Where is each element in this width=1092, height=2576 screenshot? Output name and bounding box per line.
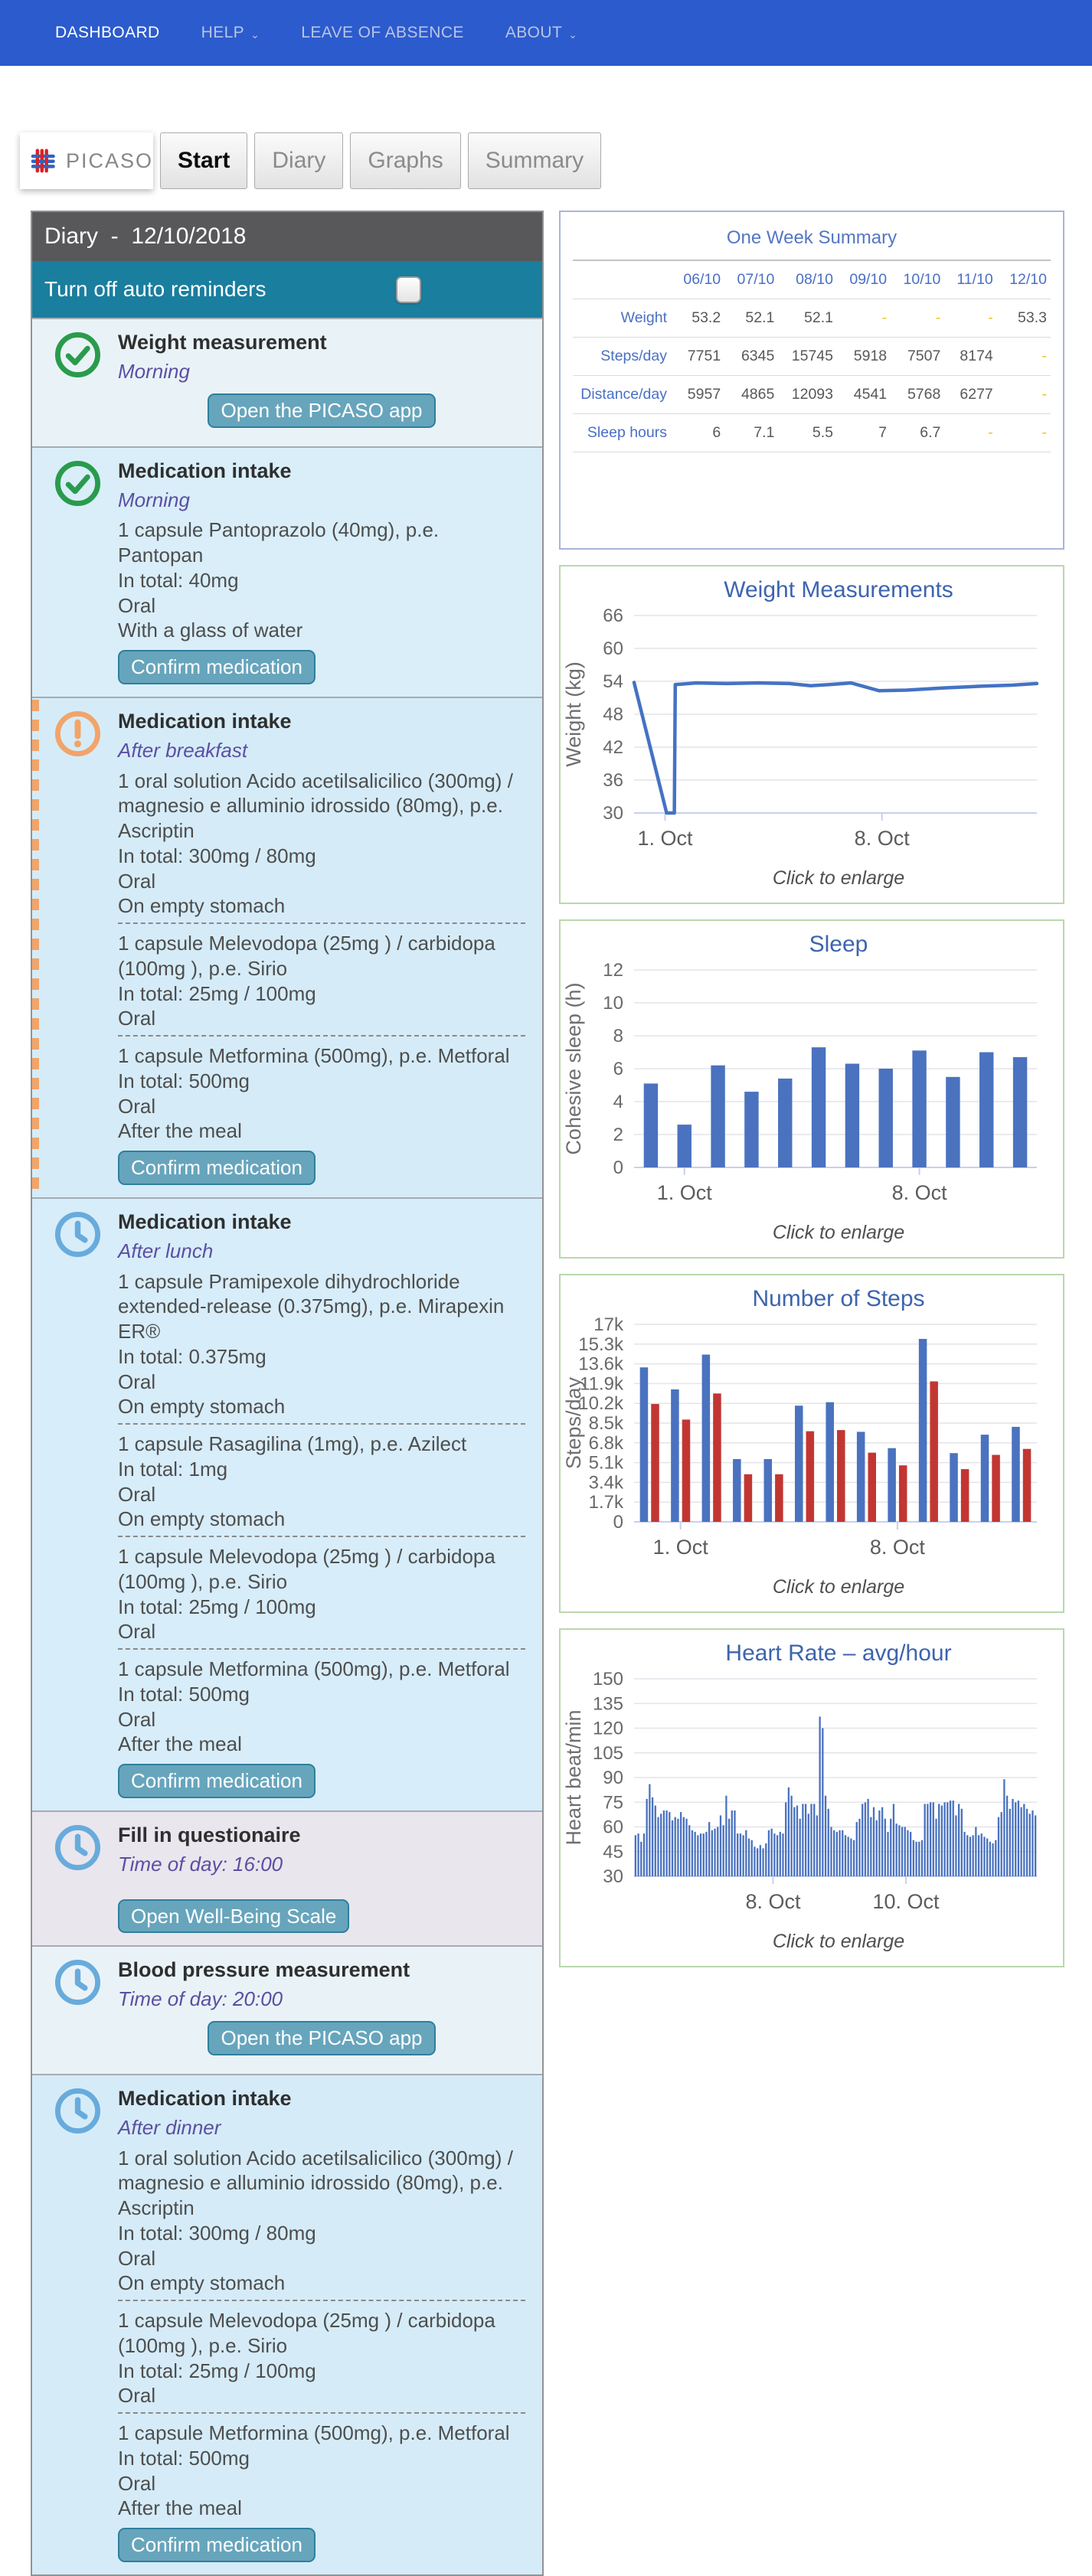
weight-chart-title: Weight Measurements bbox=[724, 577, 953, 602]
entry-status-icon bbox=[32, 1947, 118, 2074]
medication-line: After the meal bbox=[118, 1732, 242, 1756]
svg-text:54: 54 bbox=[603, 671, 623, 692]
medication-line: Oral bbox=[118, 1482, 156, 1506]
nav-item-label: ABOUT bbox=[505, 24, 563, 41]
summary-row-steps-day bbox=[573, 338, 1051, 376]
weight-chart-card[interactable] bbox=[559, 565, 1064, 904]
medication-separator bbox=[118, 922, 525, 924]
svg-text:120: 120 bbox=[592, 1718, 623, 1739]
sleep-chart-title: Sleep bbox=[809, 932, 868, 957]
heart-chart-title: Heart Rate – avg/hour bbox=[725, 1641, 952, 1666]
nav-item-leave-of-absence[interactable] bbox=[301, 24, 464, 42]
summary-value: 5918 bbox=[837, 338, 891, 376]
svg-text:6: 6 bbox=[613, 1059, 623, 1079]
svg-text:0: 0 bbox=[613, 1512, 623, 1533]
svg-text:36: 36 bbox=[603, 770, 623, 791]
svg-text:30: 30 bbox=[603, 803, 623, 824]
medication-line: On empty stomach bbox=[118, 2271, 286, 2295]
medication-separator bbox=[118, 1536, 525, 1537]
medication-line: Oral bbox=[118, 1707, 156, 1731]
medication-line: Oral bbox=[118, 1007, 156, 1030]
svg-text:135: 135 bbox=[592, 1693, 623, 1715]
svg-text:1. Oct: 1. Oct bbox=[656, 1181, 712, 1204]
warning-icon bbox=[54, 710, 102, 758]
heart-chart-card[interactable] bbox=[559, 1628, 1064, 1967]
svg-text:5.1k: 5.1k bbox=[588, 1452, 623, 1474]
svg-text:8. Oct: 8. Oct bbox=[869, 1536, 925, 1559]
medication-line: 1 capsule Pramipexole dihydrochloride extended-release (0.375mg), p.e. Mirapexin ER® bbox=[118, 1269, 505, 1344]
steps-chart-title: Number of Steps bbox=[752, 1286, 925, 1311]
top-navbar bbox=[0, 0, 1092, 66]
summary-row-distance-day bbox=[573, 376, 1051, 414]
summary-value: 4541 bbox=[837, 376, 891, 414]
summary-blank-cell bbox=[573, 261, 671, 299]
svg-text:8. Oct: 8. Oct bbox=[891, 1181, 947, 1204]
main-content bbox=[31, 211, 1092, 2576]
entry-time: After dinner bbox=[118, 2115, 221, 2139]
weight-chart-svg-wrap bbox=[561, 603, 1063, 861]
summary-value: 6277 bbox=[944, 376, 996, 414]
medication-line: In total: 25mg / 100mg bbox=[118, 1595, 316, 1618]
summary-date-header: 10/10 bbox=[891, 261, 944, 299]
medication-line: 1 capsule Rasagilina (1mg), p.e. Azilect bbox=[118, 1432, 467, 1456]
medication-line: Oral bbox=[118, 2246, 156, 2270]
entry-body bbox=[118, 698, 542, 1197]
summary-missing-value: - bbox=[837, 299, 891, 338]
svg-text:10. Oct: 10. Oct bbox=[872, 1890, 940, 1913]
clock-icon bbox=[54, 1210, 102, 1259]
medication-line: In total: 500mg bbox=[118, 1069, 250, 1092]
svg-text:48: 48 bbox=[603, 704, 623, 725]
auto-reminders-checkbox[interactable] bbox=[396, 276, 421, 303]
svg-text:30: 30 bbox=[603, 1866, 623, 1887]
one-week-summary-title: One Week Summary bbox=[726, 227, 897, 248]
sleep-chart-plot bbox=[561, 958, 1051, 1212]
confirm-medication-button[interactable]: Confirm medication bbox=[118, 1151, 316, 1185]
medication-separator bbox=[118, 2412, 525, 2414]
weight-chart-plot bbox=[561, 603, 1051, 857]
diary-entry-medication-after-breakfast bbox=[32, 697, 542, 1197]
medication-line: Oral bbox=[118, 1370, 156, 1393]
medication-line: Oral bbox=[118, 2384, 156, 2408]
entry-title: Blood pressure measurement bbox=[118, 1958, 410, 1982]
summary-date-header: 06/10 bbox=[671, 261, 724, 299]
chevron-down-icon: ⌄ bbox=[568, 28, 578, 41]
svg-text:150: 150 bbox=[592, 1669, 623, 1690]
diary-entries bbox=[32, 318, 542, 2574]
svg-text:60: 60 bbox=[603, 638, 623, 659]
entry-body bbox=[118, 1199, 542, 1810]
svg-text:13.6k: 13.6k bbox=[578, 1353, 623, 1375]
check-icon bbox=[54, 459, 102, 508]
svg-text:75: 75 bbox=[603, 1792, 623, 1814]
medication-line: 1 capsule Pantoprazolo (40mg), p.e. Pantopan bbox=[118, 518, 440, 567]
tab-graphs[interactable]: Graphs bbox=[350, 132, 460, 189]
svg-text:Heart beat/min: Heart beat/min bbox=[562, 1709, 585, 1846]
tab-summary[interactable]: Summary bbox=[468, 132, 601, 189]
summary-value: 6345 bbox=[724, 338, 778, 376]
medication-line: Oral bbox=[118, 1620, 156, 1644]
confirm-medication-button[interactable]: Confirm medication bbox=[118, 2528, 316, 2562]
tab-bar bbox=[160, 132, 601, 189]
medication-line: With a glass of water bbox=[118, 619, 303, 642]
svg-text:10: 10 bbox=[603, 993, 623, 1014]
summary-value: 53.2 bbox=[671, 299, 724, 338]
summary-value: 6.7 bbox=[891, 414, 944, 452]
svg-text:11.9k: 11.9k bbox=[580, 1373, 623, 1395]
summary-date-header: 12/10 bbox=[997, 261, 1051, 299]
summary-value: 7 bbox=[837, 414, 891, 452]
entry-time: Time of day: 16:00 bbox=[118, 1852, 283, 1876]
medication-line: Oral bbox=[118, 2471, 156, 2495]
nav-item-label: DASHBOARD bbox=[55, 24, 160, 41]
entry-title: Weight measurement bbox=[118, 331, 327, 354]
summary-value: 8174 bbox=[944, 338, 996, 376]
medication-separator bbox=[118, 1035, 525, 1037]
entry-body bbox=[118, 448, 542, 697]
svg-text:1. Oct: 1. Oct bbox=[637, 827, 693, 850]
medication-line: 1 capsule Melevodopa (25mg ) / carbidopa (100mg ), p.e. Sirio bbox=[118, 2309, 495, 2357]
brand-row bbox=[20, 132, 1092, 189]
sleep-chart-svg-wrap bbox=[561, 958, 1063, 1216]
svg-text:105: 105 bbox=[592, 1742, 623, 1764]
steps-chart-enlarge-note: Click to enlarge bbox=[772, 1576, 905, 1598]
steps-chart-svg-wrap bbox=[561, 1312, 1063, 1570]
medication-separator bbox=[118, 1423, 525, 1425]
summary-value: 7751 bbox=[671, 338, 724, 376]
summary-missing-value: - bbox=[997, 414, 1051, 452]
entry-title: Medication intake bbox=[118, 709, 292, 733]
steps-chart-card[interactable] bbox=[559, 1274, 1064, 1613]
summary-value: 53.3 bbox=[997, 299, 1051, 338]
medication-line: On empty stomach bbox=[118, 1507, 286, 1531]
medication-separator bbox=[118, 2300, 525, 2301]
confirm-medication-button[interactable]: Confirm medication bbox=[118, 650, 316, 684]
sleep-chart-card[interactable] bbox=[559, 919, 1064, 1259]
summary-value: 5957 bbox=[671, 376, 724, 414]
diary-entry-medication-morning bbox=[32, 446, 542, 697]
summary-missing-value: - bbox=[944, 414, 996, 452]
clock-icon bbox=[54, 1958, 102, 2006]
sleep-chart-enlarge-note: Click to enlarge bbox=[772, 1222, 905, 1243]
svg-text:66: 66 bbox=[603, 606, 623, 626]
medication-line: In total: 1mg bbox=[118, 1457, 228, 1481]
entry-status-icon bbox=[32, 1199, 118, 1810]
nav-item-dashboard[interactable] bbox=[55, 24, 160, 42]
svg-text:8. Oct: 8. Oct bbox=[745, 1890, 801, 1913]
summary-value: 7507 bbox=[891, 338, 944, 376]
diary-entry-medication-after-lunch bbox=[32, 1197, 542, 1810]
medication-line: 1 oral solution Acido acetilsalicilico (300mg) / magnesio e alluminio idrossido (80mg), p.e. Ascriptin bbox=[118, 2146, 513, 2220]
entry-status-icon bbox=[32, 448, 118, 697]
medication-line: Oral bbox=[118, 869, 156, 893]
summary-row-label: Steps/day bbox=[573, 338, 671, 376]
tab-diary[interactable]: Diary bbox=[254, 132, 343, 189]
entry-time: After breakfast bbox=[118, 738, 248, 762]
svg-text:8: 8 bbox=[613, 1026, 623, 1046]
svg-text:1. Oct: 1. Oct bbox=[652, 1536, 708, 1559]
picaso-logo bbox=[20, 132, 153, 189]
svg-text:10.2k: 10.2k bbox=[578, 1393, 623, 1415]
picaso-logo-icon bbox=[31, 142, 57, 179]
svg-text:2: 2 bbox=[613, 1125, 623, 1145]
summary-missing-value: - bbox=[944, 299, 996, 338]
summary-value: 4865 bbox=[724, 376, 778, 414]
open-picaso-app-button[interactable]: Open the PICASO app bbox=[208, 2021, 435, 2055]
summary-date-header: 08/10 bbox=[778, 261, 837, 299]
summary-date-header: 09/10 bbox=[837, 261, 891, 299]
entry-title: Medication intake bbox=[118, 459, 292, 482]
medication-line: 1 capsule Melevodopa (25mg ) / carbidopa (100mg ), p.e. Sirio bbox=[118, 932, 495, 980]
auto-reminders-label: Turn off auto reminders bbox=[44, 277, 266, 301]
check-icon bbox=[54, 331, 102, 379]
summary-header-row bbox=[573, 261, 1051, 299]
summary-missing-value: - bbox=[997, 338, 1051, 376]
medication-line: In total: 300mg / 80mg bbox=[118, 2221, 316, 2245]
summary-missing-value: - bbox=[997, 376, 1051, 414]
summary-value: 5.5 bbox=[778, 414, 837, 452]
svg-text:Steps/day: Steps/day bbox=[562, 1376, 585, 1470]
medication-line: Oral bbox=[118, 1094, 156, 1118]
medication-separator bbox=[118, 1648, 525, 1650]
clock-icon bbox=[54, 2087, 102, 2135]
nav-item-label: LEAVE OF ABSENCE bbox=[301, 24, 464, 41]
medication-line: In total: 40mg bbox=[118, 568, 239, 592]
svg-text:Weight (kg): Weight (kg) bbox=[562, 661, 585, 767]
entry-body bbox=[118, 1812, 542, 1946]
summary-date-header: 11/10 bbox=[944, 261, 996, 299]
entry-status-icon bbox=[32, 1812, 118, 1946]
medication-line: In total: 0.375mg bbox=[118, 1344, 266, 1368]
tab-start[interactable]: Start bbox=[160, 132, 247, 189]
svg-text:6.8k: 6.8k bbox=[588, 1432, 623, 1454]
entry-body bbox=[118, 1947, 542, 2074]
summary-value: 6 bbox=[671, 414, 724, 452]
medication-line: On empty stomach bbox=[118, 1395, 286, 1419]
heart-chart-svg-wrap bbox=[561, 1667, 1063, 1925]
summary-value: 15745 bbox=[778, 338, 837, 376]
summary-missing-value: - bbox=[891, 299, 944, 338]
medication-line: Oral bbox=[118, 593, 156, 617]
entry-time: Morning bbox=[118, 360, 190, 384]
open-well-being-scale-button[interactable]: Open Well-Being Scale bbox=[118, 1899, 349, 1934]
summary-value: 52.1 bbox=[724, 299, 778, 338]
summary-date-header: 07/10 bbox=[724, 261, 778, 299]
heart-chart-plot bbox=[561, 1667, 1051, 1921]
svg-text:60: 60 bbox=[603, 1817, 623, 1838]
medication-line: 1 capsule Metformina (500mg), p.e. Metforal bbox=[118, 2421, 510, 2445]
heart-chart-enlarge-note: Click to enlarge bbox=[772, 1931, 905, 1952]
svg-text:4: 4 bbox=[613, 1092, 623, 1112]
diary-entry-fill-in-questionaire bbox=[32, 1810, 542, 1946]
medication-line: In total: 500mg bbox=[118, 2446, 250, 2470]
one-week-summary-table bbox=[573, 261, 1051, 452]
svg-text:1.7k: 1.7k bbox=[588, 1492, 623, 1513]
nav-item-about[interactable] bbox=[505, 24, 577, 42]
diary-header-title: Diary - 12/10/2018 bbox=[32, 212, 542, 261]
medication-line: In total: 25mg / 100mg bbox=[118, 981, 316, 1005]
summary-value: 5768 bbox=[891, 376, 944, 414]
diary-entry-blood-pressure-measurement bbox=[32, 1945, 542, 2074]
medication-line: After the meal bbox=[118, 1119, 242, 1143]
steps-chart-plot bbox=[561, 1312, 1051, 1566]
svg-text:90: 90 bbox=[603, 1768, 623, 1788]
svg-text:0: 0 bbox=[613, 1157, 623, 1178]
summary-value: 52.1 bbox=[778, 299, 837, 338]
medication-line: In total: 25mg / 100mg bbox=[118, 2359, 316, 2382]
svg-text:3.4k: 3.4k bbox=[588, 1472, 623, 1494]
nav-item-label: HELP bbox=[201, 24, 245, 41]
entry-title: Medication intake bbox=[118, 1210, 292, 1233]
svg-text:8.5k: 8.5k bbox=[588, 1413, 623, 1434]
svg-text:42: 42 bbox=[603, 737, 623, 758]
medication-line: 1 capsule Melevodopa (25mg ) / carbidopa (100mg ), p.e. Sirio bbox=[118, 1545, 495, 1593]
summary-value: 7.1 bbox=[724, 414, 778, 452]
medication-line: In total: 300mg / 80mg bbox=[118, 844, 316, 867]
nav-item-help[interactable] bbox=[201, 24, 260, 42]
svg-text:45: 45 bbox=[603, 1841, 623, 1863]
entry-body bbox=[118, 2075, 542, 2574]
medication-line: 1 capsule Metformina (500mg), p.e. Metforal bbox=[118, 1657, 510, 1681]
chevron-down-icon: ⌄ bbox=[250, 28, 260, 41]
open-picaso-app-button[interactable]: Open the PICASO app bbox=[208, 393, 435, 428]
svg-text:15.3k: 15.3k bbox=[578, 1334, 623, 1355]
diary-panel bbox=[31, 211, 544, 2576]
entry-time: After lunch bbox=[118, 1239, 214, 1262]
svg-text:Cohesive sleep (h): Cohesive sleep (h) bbox=[562, 982, 585, 1155]
summary-value: 12093 bbox=[778, 376, 837, 414]
summary-row-label: Distance/day bbox=[573, 376, 671, 414]
summary-row-weight bbox=[573, 299, 1051, 338]
medication-line: 1 capsule Metformina (500mg), p.e. Metforal bbox=[118, 1044, 510, 1068]
entry-status-icon bbox=[32, 2075, 118, 2574]
picaso-logo-text: PICASO bbox=[65, 149, 153, 172]
svg-text:17k: 17k bbox=[593, 1314, 623, 1335]
entry-time: Morning bbox=[118, 488, 190, 511]
medication-line: On empty stomach bbox=[118, 894, 286, 918]
confirm-medication-button[interactable]: Confirm medication bbox=[118, 1764, 316, 1798]
entry-title: Medication intake bbox=[118, 2086, 292, 2110]
weight-chart-enlarge-note: Click to enlarge bbox=[772, 867, 905, 889]
entry-body bbox=[118, 319, 542, 446]
diary-entry-medication-after-dinner bbox=[32, 2074, 542, 2574]
summary-row-label: Weight bbox=[573, 299, 671, 338]
clock-icon bbox=[54, 1823, 102, 1872]
auto-reminders-bar bbox=[32, 261, 542, 318]
medication-line: 1 oral solution Acido acetilsalicilico (300mg) / magnesio e alluminio idrossido (80mg), p.e. Ascriptin bbox=[118, 769, 513, 843]
summary-row-label: Sleep hours bbox=[573, 414, 671, 452]
medication-line: In total: 500mg bbox=[118, 1682, 250, 1706]
entry-title: Fill in questionaire bbox=[118, 1823, 301, 1846]
entry-status-icon bbox=[32, 319, 118, 446]
entry-time: Time of day: 20:00 bbox=[118, 1987, 283, 2011]
medication-line: After the meal bbox=[118, 2496, 242, 2520]
diary-entry-weight-measurement bbox=[32, 318, 542, 446]
svg-text:8. Oct: 8. Oct bbox=[854, 827, 910, 850]
entry-status-icon bbox=[32, 698, 118, 1197]
right-column bbox=[559, 211, 1064, 1983]
svg-text:12: 12 bbox=[603, 960, 623, 981]
one-week-summary-card bbox=[559, 211, 1064, 550]
summary-row-sleep-hours bbox=[573, 414, 1051, 452]
